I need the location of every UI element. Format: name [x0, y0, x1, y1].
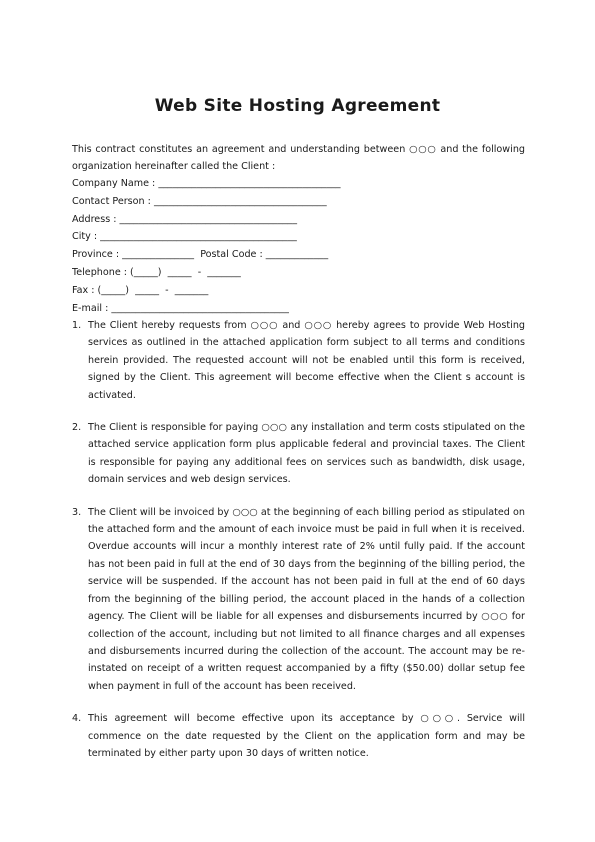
term-text: The Client is responsible for paying ○○○ any installation and term costs stipulated on the attached service application form plus applicable federal and provincial taxes. The Client is responsible for paying any additional fees on services such as bandwidth, disk usage, domain services and web design services. — [88, 422, 525, 486]
term-item-4 — [72, 710, 525, 762]
term-number: 3. — [72, 506, 82, 518]
term-text: The Client hereby requests from ○○○ and ○○○ hereby agrees to provide Web Hosting services as outlined in the attached application form subject to all terms and conditions herein provided. The requested account will not be enabled until this form is received, signed by the Client. This agreement will become effective when the Client s account is activated. — [88, 320, 525, 401]
term-item-3 — [72, 504, 525, 695]
terms-list — [72, 317, 525, 777]
term-item-1 — [72, 317, 525, 404]
province-postal-field: Province : _______________ Postal Code : _____________ — [72, 249, 329, 261]
intro-paragraph: This contract constitutes an agreement and understanding between ○○○ and the following organization hereinafter called the Client : — [72, 144, 525, 173]
term-number: 2. — [72, 422, 82, 434]
term-text: This agreement will become effective upon its acceptance by ○○○. Service will commence on the date requested by the Client on the application form and may be terminated by either party upon 30 days of written notice. — [88, 713, 525, 759]
city-field: City : _________________________________________ — [72, 231, 297, 243]
term-number: 1. — [72, 320, 82, 331]
telephone-field: Telephone : (_____) _____ - _______ — [72, 266, 241, 278]
client-info-fields — [72, 175, 525, 317]
term-number: 4. — [72, 713, 82, 725]
term-text: The Client will be invoiced by ○○○ at the beginning of each billing period as stipulated on the attached form and the amount of each invoice must be paid in full when it is received. Overdue accounts will incur a monthly interest rate of 2% until fully paid. If the account has not been paid in full at the end of 30 days from the beginning of the billing period, the service will be suspended. If the account has not been paid in full at the end of 60 days from the beginning of the billing period, the account placed in the hands of a collection agency. The Client will be liable for all expenses and disbursements incurred by ○○○ for collection of the account, including but not limited to all finance charges and all expenses and disbursements incurred during the collection of the account. The account may be re-instated on receipt of a written request accompanied by a fifty ($50.00) dollar setup fee when payment in full of the account has been received. — [88, 506, 525, 692]
document-title: Web Site Hosting Agreement — [154, 96, 441, 116]
fax-field: Fax : (_____) _____ - _______ — [72, 284, 209, 296]
term-item-2 — [72, 419, 525, 489]
company-name-field: Company Name : ______________________________________ — [72, 178, 341, 189]
address-field: Address : _____________________________________ — [72, 213, 298, 225]
email-field: E-mail : _____________________________________ — [72, 302, 289, 314]
contact-person-field: Contact Person : ____________________________________ — [72, 195, 327, 207]
